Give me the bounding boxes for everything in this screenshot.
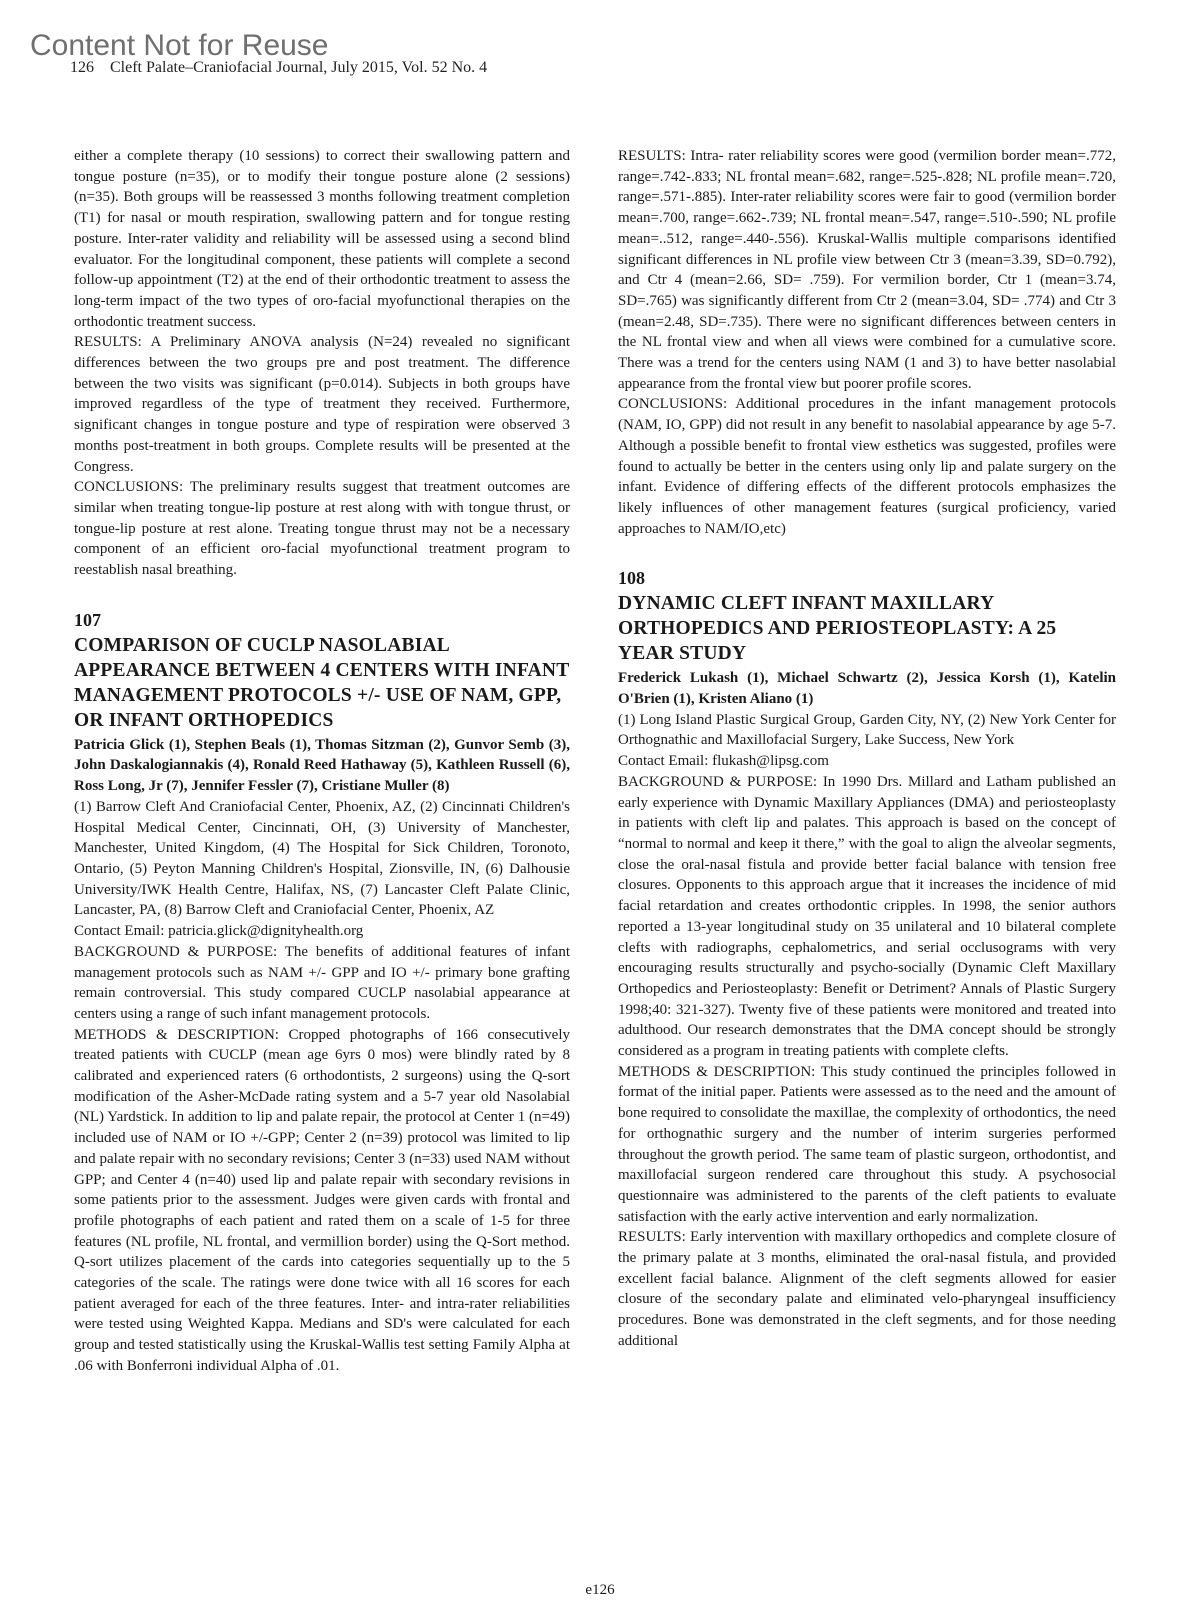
right-column	[618, 146, 1116, 1352]
page-folio: e126	[585, 1582, 615, 1598]
abstract-contact: Contact Email: patricia.glick@dignityhealth.org	[74, 923, 364, 940]
abstract-title: COMPARISON OF CUCLP NASOLABIAL APPEARANCE BETWEEN 4 CENTERS WITH INFANT MANAGEMENT PROTOCOLS +/- USE OF NAM, GPP, OR INFANT ORTHOPEDICS	[74, 634, 570, 731]
running-head	[70, 58, 487, 78]
abstract-title: DYNAMIC CLEFT INFANT MAXILLARY ORTHOPEDICS AND PERIOSTEOPLASTY: A 25 YEAR STUDY	[618, 593, 1057, 665]
header-journal: Cleft Palate–Craniofacial Journal, July 2015, Vol. 52 No. 4	[110, 59, 488, 76]
abstract-background: BACKGROUND & PURPOSE: The benefits of additional features of infant management protocols such as NAM +/- GPP and IO +/- primary bone grafting remain controversial. This study compared CUCLP nasolabial appearance at centers using a range of such infant management protocols.	[74, 943, 570, 1022]
paragraph: RESULTS: A Preliminary ANOVA analysis (N=24) revealed no significant differences between the two groups pre and post treatment. The difference between the two visits was significant (p=0.014). Subjects in both groups have improved regardless of the type of treatment they received. Furthermore, significant changes in tongue posture and type of respiration were observed 3 months post-treatment in both groups. Complete results will be presented at the Congress.	[74, 334, 570, 475]
abstract-number: 107	[74, 609, 101, 630]
abstract-methods: METHODS & DESCRIPTION: Cropped photographs of 166 consecutively treated patients with CUCLP (mean age 6yrs 0 mos) were blindly rated by 8 calibrated and experienced raters (6 orthodontists, 2 surgeons) using the Q-sort modification of the Asher-McDade rating system and a 5-7 year old Nasolabial (NL) Yardstick. In addition to lip and palate repair, the protocol at Center 1 (n=49) included use of NAM or IO +/-GPP; Center 2 (n=39) protocol was limited to lip and palate repair with no secondary revisions; Center 3 (n=33) used NAM without GPP; and Center 4 (n=40) used lip and palate repair with secondary revisions in some patients prior to the assessment. Judges were given cards with frontal and profile photographs of each patient and rated them on a scale of 1-5 for three features (NL profile, NL frontal, and vermillion border) using the Q-Sort method. Q-sort utilizes placement of the cards into categories sequentially up to the 5 categories of the scale. The ratings were done twice with all 16 scores for each patient averaged for each of the three features. Inter- and intra-rater reliabilities were tested using Weighted Kappa. Medians and SD's were calculated for each group and tested statistically using the Kruskal-Wallis test setting Family Alpha at .06 with Bonferroni individual Alpha of .01.	[74, 1026, 570, 1374]
watermark: Content Not for Reuse	[30, 29, 329, 62]
paragraph: CONCLUSIONS: The preliminary results suggest that treatment outcomes are similar when treating tongue-lip posture at rest along with with tongue thrust, or tongue-lip posture at rest alone. Treating tongue thrust may not be a necessary component of an efficient oro-facial myofunctional treatment program to reestablish nasal breathing.	[74, 479, 570, 579]
abstract-results: RESULTS: Early intervention with maxillary orthopedics and complete closure of the primary palate at 3 months, eliminated the oral-nasal fistula, and provided excellent facial balance. Alignment of the cleft segments allowed for easier closure of the secondary palate and eliminated velo-pharyngeal insufficiency procedures. Bone was demonstrated in the cleft segments, and for those needing additional	[618, 1229, 1116, 1349]
abstract-number: 108	[618, 568, 645, 589]
abstract-affiliations: (1) Barrow Cleft And Craniofacial Center, Phoenix, AZ, (2) Cincinnati Children's Hospital Medical Center, Cincinnati, OH, (3) University of Manchester, Manchester, United Kingdom, (4) The Hospital for Sick Children, Toronoto, Ontario, (5) Peyton Manning Children's Hospital, Zionsville, IN, (6) Dalhousie University/IWK Health Centre, Halifax, NS, (7) Lancaster Cleft Palate Clinic, Lancaster, PA, (8) Barrow Cleft and Craniofacial Center, Phoenix, AZ	[74, 798, 570, 919]
abstract-authors: Patricia Glick (1), Stephen Beals (1), Thomas Sitzman (2), Gunvor Semb (3), John Daskalogiannakis (4), Ronald Reed Hathaway (5), Kathleen Russell (6), Ross Long, Jr (7), Jennifer Fessler (7), Cristiane Muller (8)	[74, 736, 570, 795]
abstract-affiliations: (1) Long Island Plastic Surgical Group, Garden City, NY, (2) New York Center for Orthognathic and Maxillofacial Surgery, Lake Success, New York	[618, 711, 1116, 749]
header-page-number: 126	[70, 59, 94, 76]
paragraph: CONCLUSIONS: Additional procedures in the infant management protocols (NAM, IO, GPP) did not result in any benefit to nasolabial appearance by age 5-7. Although a possible benefit to frontal view esthetics was suggested, profiles were found to actually be better in the centers using only lip and palate surgery on the infant. Evidence of differing effects of the different protocols emphasizes the likely influences of other management features (surgical proficiency, varied approaches to NAM/IO,etc)	[618, 396, 1116, 537]
abstract-108	[618, 567, 1116, 1351]
abstract-methods: METHODS & DESCRIPTION: This study continued the principles followed in format of the initial paper. Patients were assessed as to the need and the amount of bone required to consolidate the maxillae, the complexity of orthodontics, the need for orthognathic surgery and the number of interim surgeries performed throughout the growth period. The same team of plastic surgeon, orthodontist, and maxillofacial surgeon rendered care throughout this study. A psychosocial questionnaire was administered to the parents of the cleft patients to evaluate satisfaction with the early active intervention and early normalization.	[618, 1063, 1116, 1225]
abstract-contact: Contact Email: flukash@lipsg.com	[618, 753, 829, 770]
paragraph: either a complete therapy (10 sessions) to correct their swallowing pattern and tongue posture (n=35), or to modify their tongue posture alone (2 sessions) (n=35). Both groups will be reassessed 3 months following treatment completion (T1) for nasal or mouth respiration, swallowing pattern and for tongue resting posture. Inter-rater validity and reliability will be assessed using a second blind evaluator. For the longitudinal component, these patients will complete a second follow-up appointment (T2) at the end of their orthodontic treatment to assess the long-term impact of the two types of oro-facial myofunctional therapies on the orthodontic treatment success.	[74, 148, 570, 330]
paragraph: RESULTS: Intra- rater reliability scores were good (vermilion border mean=.772, range=.742-.833; NL frontal mean=.682, range=.525-.828; NL profile mean=.720, range=.571-.885). Inter-rater reliability scores were fair to good (vermilion border mean=.700, range=.662-.739; NL frontal mean=.547, range=.510-.590; NL profile mean=..512, range=.440-.556). Kruskal-Wallis multiple comparisons identified significant differences in NL profile view between Ctr 3 (mean=3.39, SD=0.792), and Ctr 4 (mean=2.66, SD= .759). For vermilion border, Ctr 1 (mean=3.74, SD=.765) was significantly different from Ctr 2 (mean=3.04, SD= .774) and Ctr 3 (mean=2.48, SD=.735). There were no significant differences between centers in the NL frontal view and when all views were combined for a cumulative score. There was a trend for the centers using NAM (1 and 3) to have better nasolabial appearance from the frontal view but poorer profile scores.	[618, 148, 1116, 392]
left-column	[74, 146, 570, 1377]
abstract-107	[74, 609, 570, 1377]
abstract-authors: Frederick Lukash (1), Michael Schwartz (2), Jessica Korsh (1), Katelin O'Brien (1), Kristen Aliano (1)	[618, 670, 1116, 708]
abstract-background: BACKGROUND & PURPOSE: In 1990 Drs. Millard and Latham published an early experience with Dynamic Maxillary Appliances (DMA) and periosteoplasty in patients with cleft lip and palates. This approach is based on the concept of “normal to normal and keep it there,” with the goal to align the alveolar segments, close the oral-nasal fistula and provide better facial balance with tension free closures. Opponents to this approach argue that it increases the incidence of mid facial retardation and creates orthodontic cripples. In 1998, the senior authors reported a 13-year longitudinal study on 35 unilateral and 10 bilateral complete clefts with radiographs, cephalometrics, and serial occlusograms with very encouraging results structurally and psycho-socially (Dynamic Cleft Maxillary Orthopedics and Periosteoplasty: Benefit or Detriment? Annals of Plastic Surgery 1998;40: 321-327). Twenty five of these patients were monitored and treated into adulthood. Our research demonstrates that the DMA concept should be strongly considered as a program in treating patients with complete clefts.	[618, 773, 1116, 1060]
